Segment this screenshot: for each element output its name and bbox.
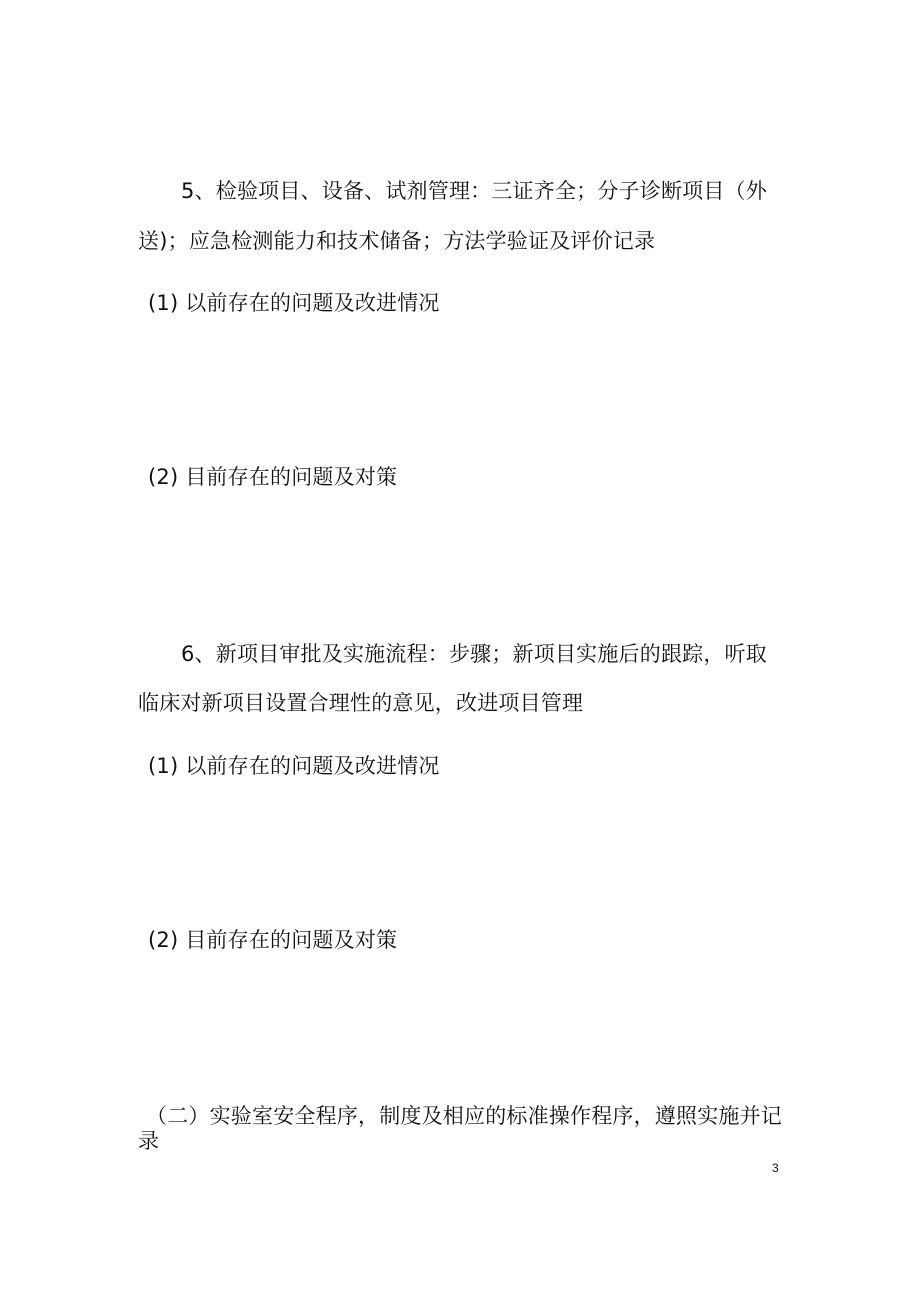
section-5-item-current-issues: (2) 目前存在的问题及对策	[148, 465, 398, 489]
section-5-item-previous-issues: (1) 以前存在的问题及改进情况	[148, 291, 440, 315]
section-two-heading-line-2: 录	[138, 1129, 160, 1153]
section-two-heading-line-1: （二）实验室安全程序，制度及相应的标准操作程序，遵照实施并记	[146, 1104, 782, 1128]
section-5-heading-line-2: 送)；应急检测能力和技术储备；方法学验证及评价记录	[138, 229, 656, 253]
section-6-item-current-issues: (2) 目前存在的问题及对策	[148, 928, 398, 952]
page-number: 3	[772, 1161, 779, 1175]
section-6-heading-line-1: 6、新项目审批及实施流程：步骤；新项目实施后的跟踪，听取	[181, 642, 767, 666]
section-6-item-previous-issues: (1) 以前存在的问题及改进情况	[148, 754, 440, 778]
section-6-heading-line-2: 临床对新项目设置合理性的意见，改进项目管理	[138, 691, 584, 715]
section-5-heading-line-1: 5、检验项目、设备、试剂管理：三证齐全；分子诊断项目（外	[181, 179, 767, 203]
